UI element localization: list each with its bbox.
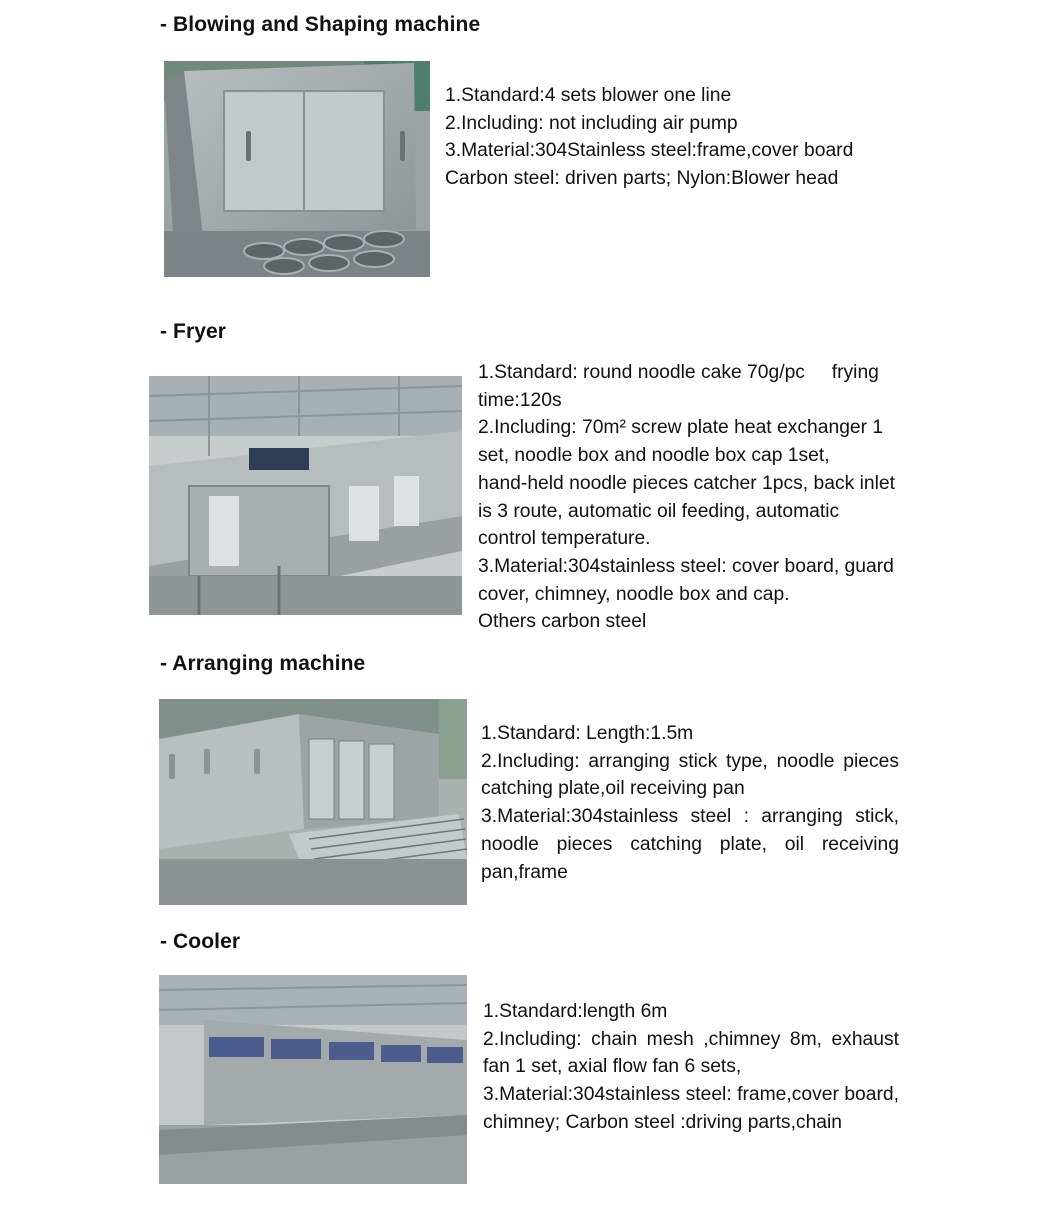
spec-item: 1.Standard:length 6m xyxy=(483,1001,668,1022)
fryer-specs xyxy=(478,359,895,636)
cooler-photo xyxy=(159,975,467,1184)
spec-line: time:120s xyxy=(478,389,562,411)
section-heading-blowing: - Blowing and Shaping machine xyxy=(160,13,481,36)
spec-line: control temperature. xyxy=(478,528,651,550)
spec-line: 1.Standard: round noodle cake 70g/pc frying xyxy=(478,362,879,383)
spec-item: 3.Material:304stainless steel : arranging stick, noodle pieces catching plate, oil receiving pan,frame xyxy=(481,806,899,883)
spec-item: 2.Including: chain mesh ,chimney 8m, exhaust fan 1 set, axial flow fan 6 sets, xyxy=(483,1028,899,1078)
spec-item: 3.Material:304stainless steel: frame,cover board, chimney; Carbon steel :driving parts,chain xyxy=(483,1084,899,1133)
spec-line: 3.Material:304Stainless steel:frame,cover board xyxy=(445,140,854,162)
arranging-machine-specs xyxy=(481,720,899,886)
spec-line: 2.Including: 70m² screw plate heat exchanger 1 xyxy=(478,417,884,439)
spec-line: cover, chimney, noodle box and cap. xyxy=(478,583,790,605)
fryer-photo xyxy=(149,376,462,615)
cooler-specs xyxy=(483,998,899,1137)
section-heading-fryer: - Fryer xyxy=(160,320,227,343)
spec-line: Carbon steel: driven parts; Nylon:Blower head xyxy=(445,168,839,190)
spec-item: 2.Including: arranging stick type, noodle pieces catching plate,oil receiving pan xyxy=(481,750,899,800)
section-heading-cooler: - Cooler xyxy=(160,930,241,953)
spec-line: 2.Including: not including air pump xyxy=(445,112,738,134)
section-heading-arranging: - Arranging machine xyxy=(160,652,366,675)
spec-line: hand-held noodle pieces catcher 1pcs, back inlet xyxy=(478,472,895,494)
spec-item: 1.Standard: Length:1.5m xyxy=(481,723,694,744)
spec-line: 1.Standard:4 sets blower one line xyxy=(445,85,732,106)
spec-line: is 3 route, automatic oil feeding, automatic xyxy=(478,500,840,522)
spec-line: Others carbon steel xyxy=(478,611,647,633)
arranging-machine-photo xyxy=(159,699,467,905)
blowing-machine-specs xyxy=(445,82,853,193)
blowing-machine-photo xyxy=(164,61,430,277)
spec-line: set, noodle box and noodle box cap 1set, xyxy=(478,445,830,467)
spec-line: 3.Material:304stainless steel: cover board, guard xyxy=(478,555,894,577)
